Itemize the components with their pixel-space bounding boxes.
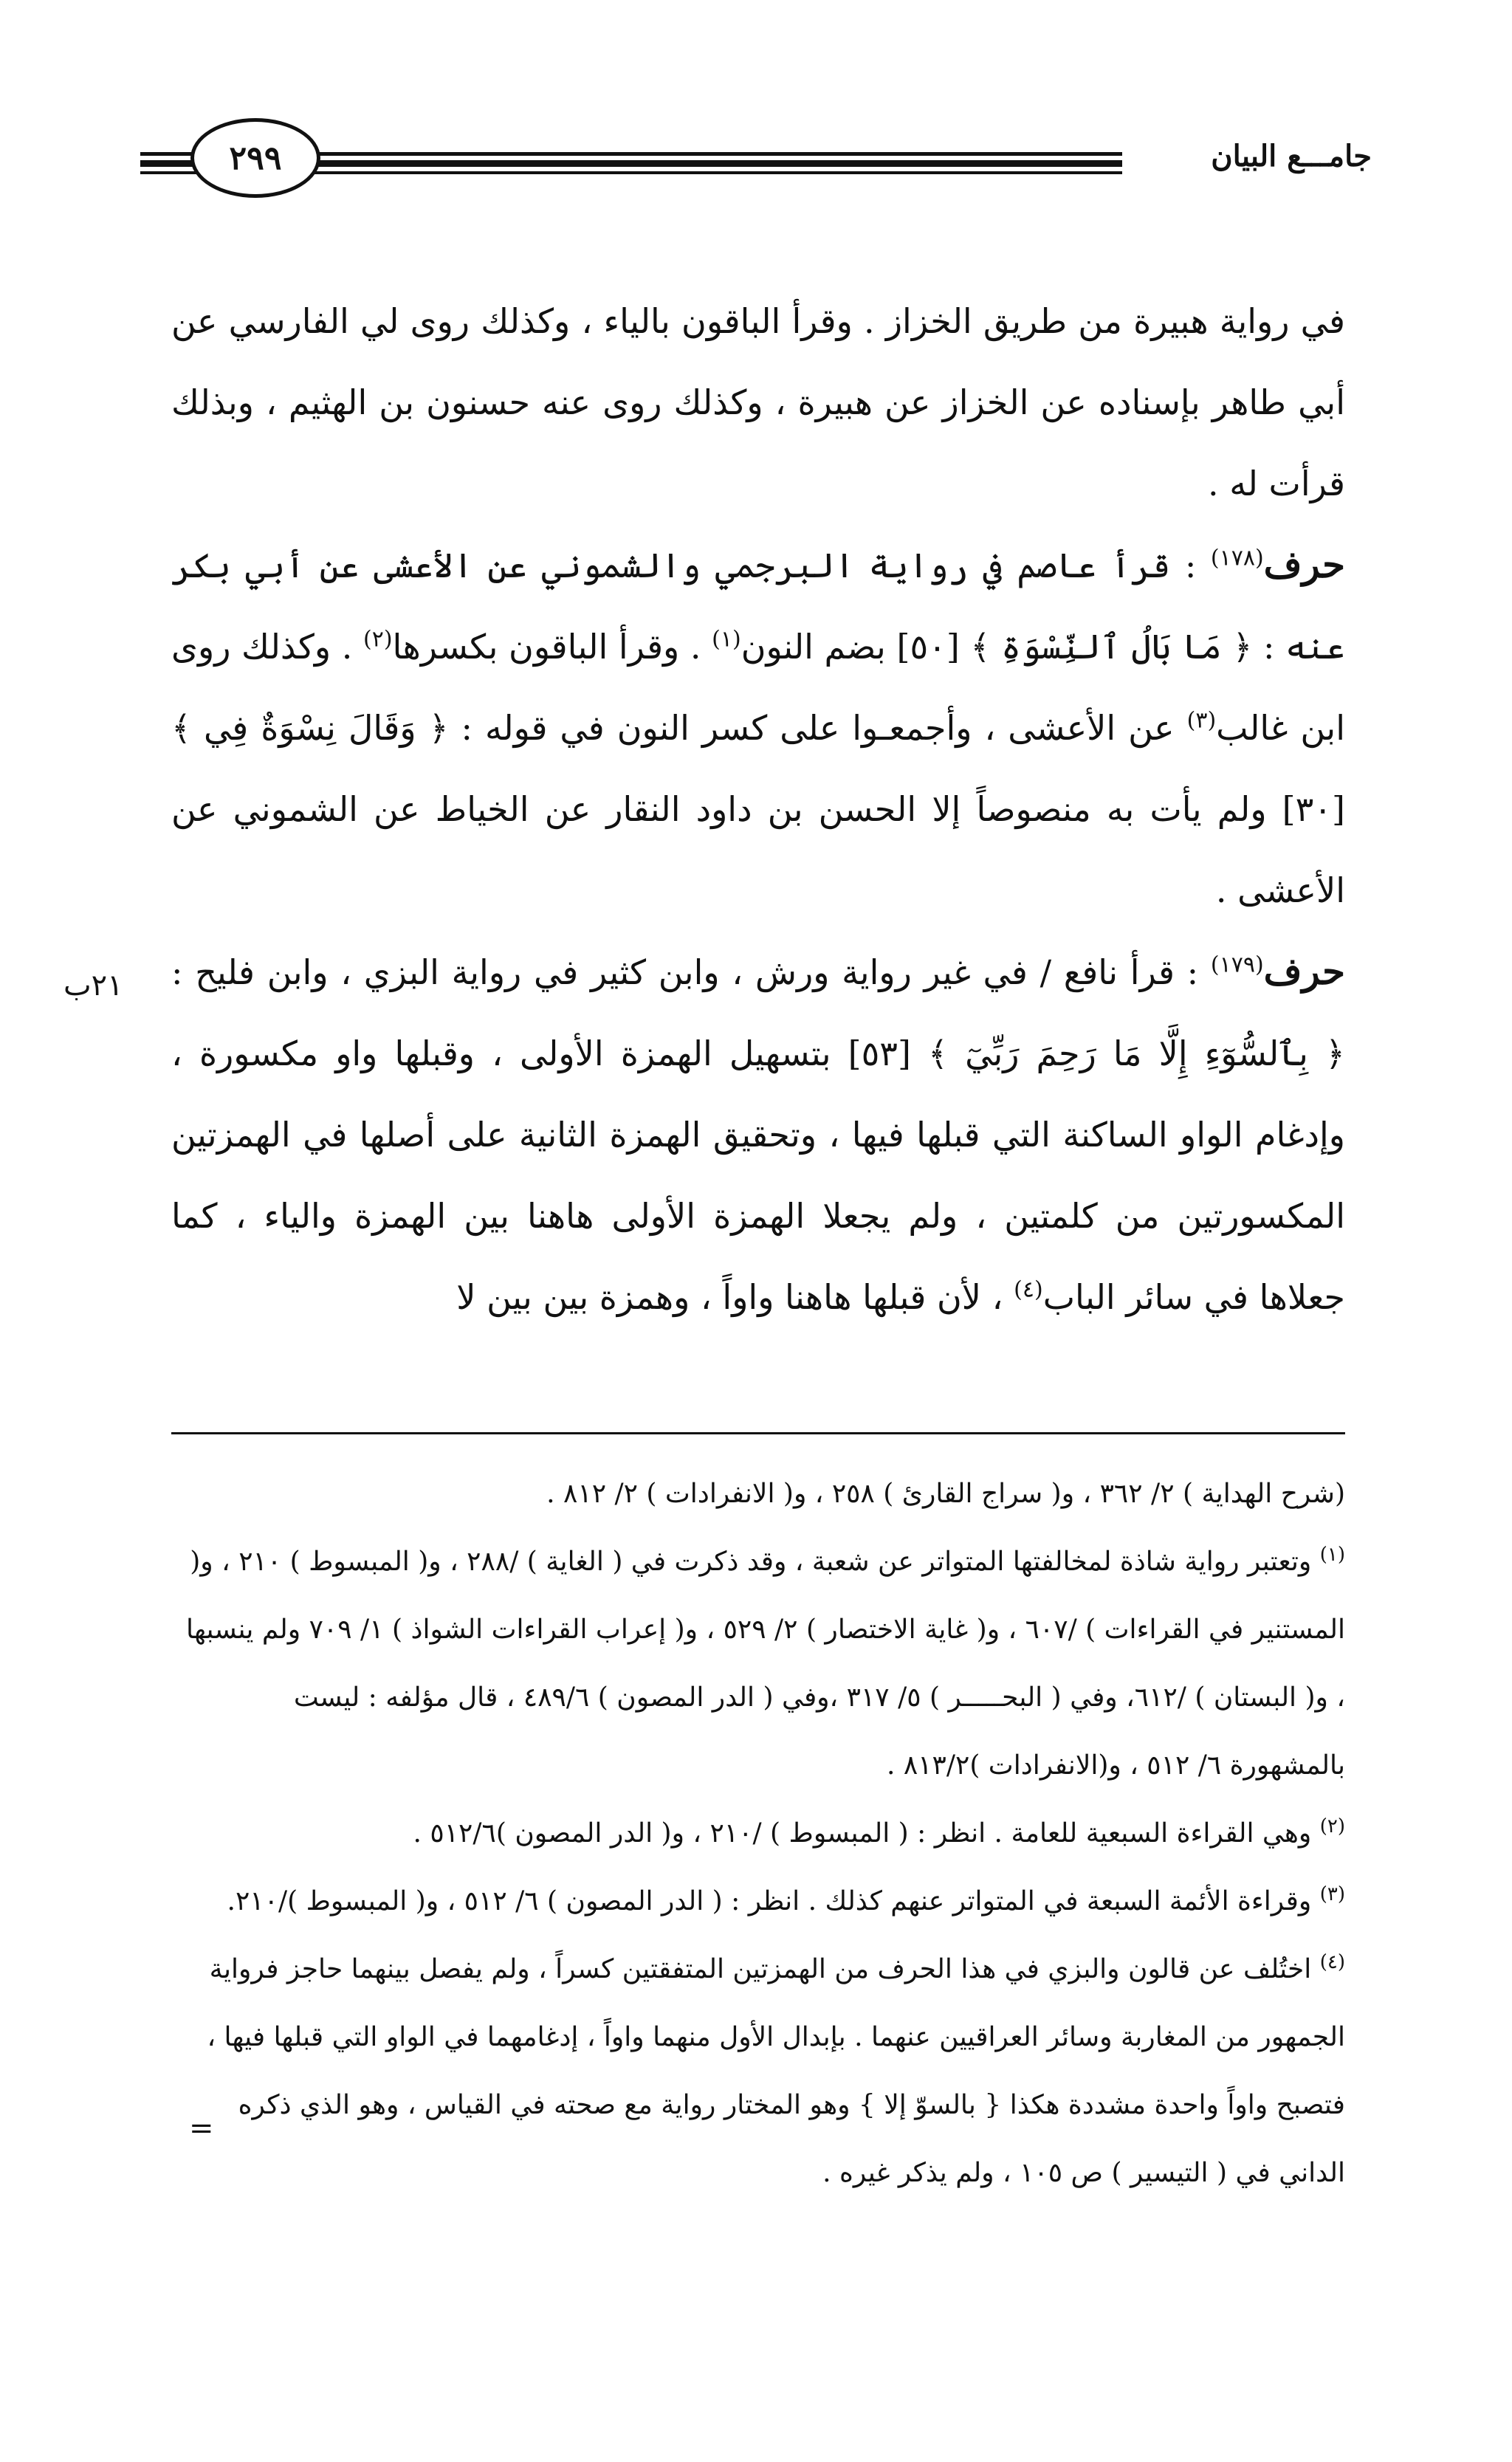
page-header [0, 0, 1512, 207]
entry-number: (١٧٩) [1210, 952, 1264, 978]
continuation-mark: = [189, 2111, 214, 2145]
footnote-number: (٢) [1319, 1815, 1345, 1837]
footnote-text: وهي القراءة السبعية للعامة . انظر : ( المبسوط ) /٢١٠ ، و( الدر المصون )٥١٢/٦ . [413, 1818, 1320, 1849]
paragraph-text: عن الأعشى ، وأجمعـوا على كسر النون في قوله : ﴿ وَقَالَ نِسْوَةٌ فِي ﴾ [٣٠] ولم يأت به منصوصاً إلا الحسن بن داود النقار عن الخياط عن الشموني عن الأعشى . [171, 708, 1345, 910]
footnote [171, 1800, 1345, 1868]
footnote-text: وقراءة الأئمة السبعة في المتواتر عنهم كذلك . انظر : ( الدر المصون ) ٦/ ٥١٢ ، و( المبسوط )/٢١٠. [227, 1886, 1320, 1916]
folio-margin-note: ٢١ب [63, 969, 123, 1003]
paragraph [171, 524, 1345, 931]
harf-label: حرف [1263, 949, 1345, 993]
footnote [171, 1936, 1345, 2207]
footnote-number: (١) [1319, 1544, 1345, 1566]
harf-label: حرف [1263, 543, 1345, 586]
footnote [171, 1528, 1345, 1800]
footnote-number: (٤) [1319, 1951, 1345, 1973]
footnote-text: اختُلف عن قالون والبزي في هذا الحرف من الهمزتين المتفقتين كسراً ، ولم يفصل بينهما حاجز فرواية الجمهور من المغاربة وسائر العراقيين عنهما . بإبدال الأول منهما واواً ، إدغامهما في الواو التي قبلها فيها ، فتصبح واواً واحدة مشددة هكذا { بالسوّ إلا } وهو المختار رواية مع صحته في القياس ، وهو الذي ذكره الداني في ( التيسير ) ص ١٠٥ ، ولم يذكر غيره . [207, 1954, 1345, 2188]
footnote-number: (٣) [1319, 1883, 1345, 1905]
paragraph-text: . وكذلك روى ابن غالب [171, 627, 1345, 748]
footnote: (شرح الهداية ) ٢/ ٣٦٢ ، و( سراج القارئ ) ٢٥٨ ، و( الانفرادات ) ٢/ ٨١٢ . [546, 1479, 1345, 1509]
footnotes [171, 1460, 1345, 2207]
paragraph [171, 931, 1345, 1338]
footnote-text: وتعتبر رواية شاذة لمخالفتها المتواتر عن شعبة ، وقد ذكرت في ( الغاية ) /٢٨٨ ، و( المبسوط ) ٢١٠ ، و( المستنير في القراءات ) /٦٠٧ ، و( غاية الاختصار ) ٢/ ٥٢٩ ، و( إعراب القراءات الشواذ ) ١/ ٧٠٩ ولم ينسبها ، و( البستان ) /٦١٢، وفي ( البحـــــر ) ٥/ ٣١٧ ،وفي ( الدر المصون ) ٤٨٩/٦ ، قال مؤلفه : ليست بالمشهورة ٦/ ٥١٢ ، و(الانفرادات )٨١٣/٢ . [185, 1547, 1345, 1781]
book-title: جامـــع البيان [1211, 139, 1372, 173]
paragraph-text: ، لأن قبلها هاهنا واواً ، وهمزة بين بين لا [456, 1277, 1014, 1317]
footnote-ref: (١) [712, 626, 741, 653]
paragraph-text: . وقرأ الباقون بكسرها [392, 627, 712, 667]
footnote-separator [171, 1432, 1345, 1434]
footnote-ref: (٣) [1186, 707, 1217, 734]
footnote [171, 1868, 1345, 1936]
paragraph: في رواية هبيرة من طريق الخزاز . وقرأ الباقون بالياء ، وكذلك روى لي الفارسي عن أبي طاهر بإسناده عن الخزاز عن هبيرة ، وكذلك روى عنه حسنون بن الهثيم ، وبذلك قرأت له . [171, 301, 1345, 503]
footnote-ref: (٤) [1014, 1276, 1043, 1303]
entry-number: (١٧٨) [1210, 545, 1264, 571]
paragraph-text: : قرأ عاصم في رواية البرجمي والشموني عن الأعشى عن أبي بكر عنه : ﴿ مَا بَالُ ٱلنِّسْوَةِ ﴾ [٥٠] بضم النون [171, 546, 1345, 667]
main-text [171, 281, 1345, 1338]
footnote-ref: (٢) [362, 626, 393, 653]
paragraph-text: : قرأ نافع / في غير رواية ورش ، وابن كثير في رواية البزي ، وابن فليح : ﴿ بِٱلسُّوٓءِ إِلَّا مَا رَحِمَ رَبِّيٓ ﴾ [٥٣] بتسهيل الهمزة الأولى ، وقبلها واو مكسورة ، وإدغام الواو الساكنة التي قبلها فيها ، وتحقيق الهمزة الثانية على أصلها في الهمزتين المكسورتين من كلمتين ، ولم يجعلا الهمزة الأولى هاهنا بين الهمزة والياء ، كما جعلاها في سائر الباب [171, 952, 1346, 1317]
page-number: ٢٩٩ [190, 118, 320, 198]
